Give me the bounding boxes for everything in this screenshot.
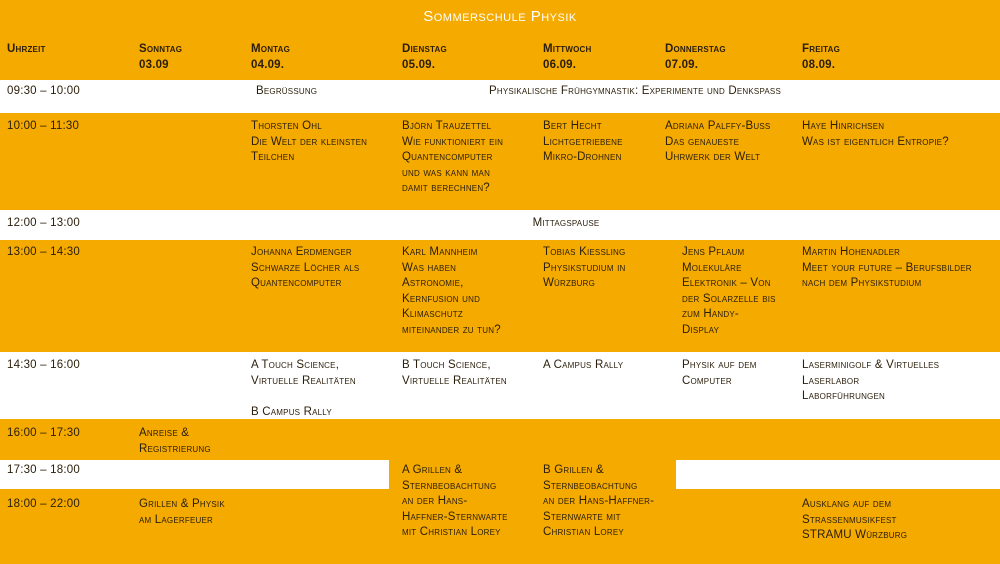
time-1200: 12:00 – 13:00 — [7, 217, 80, 229]
event-mo-1430: A Touch Science, Virtuelle Realitäten B Campus Rally — [251, 359, 356, 418]
header-day-donnerstag: Donnerstag 07.09. — [665, 43, 726, 71]
time-1730: 17:30 – 18:00 — [7, 464, 80, 476]
event-mi-1300: Tobias Kiessling Physikstudium in Würzburg — [543, 246, 626, 289]
event-di-1430: B Touch Science, Virtuelle Realitäten — [402, 359, 507, 387]
event-fr-1000: Haye Hinrichsen Was ist eigentlich Entropie? — [802, 120, 949, 148]
time-0930: 09:30 – 10:00 — [7, 85, 80, 97]
header-day-montag: Montag 04.09. — [251, 43, 291, 71]
row-1730-gap-right — [676, 460, 1000, 489]
event-do-1000: Adriana Palffy-Buss Das genaueste Uhrwerk der Welt — [665, 120, 771, 163]
event-mittagspause: Mittagspause — [532, 217, 600, 229]
event-di-1000: Björn Trauzettel Wie funktioniert ein Quantencomputer und was kann man damit berechnen? — [402, 120, 504, 194]
header-day-freitag: Freitag 08.09. — [802, 43, 841, 71]
header-day-dienstag: Dienstag 05.09. — [402, 43, 447, 71]
time-1800: 18:00 – 22:00 — [7, 498, 80, 510]
schedule-title: Sommerschule Physik — [423, 8, 577, 25]
event-di-1300: Karl Mannheim Was haben Astronomie, Kernfusion und Klimaschutz miteinander zu tun? — [402, 246, 501, 336]
event-so-1600: Anreise & Registrierung — [139, 427, 211, 455]
time-1300: 13:00 – 14:30 — [7, 246, 80, 258]
event-begruessung: Begrüssung — [256, 85, 318, 97]
event-fr-1300: Martin Hohenadler Meet your future – Berufsbilder nach dem Physikstudium — [802, 246, 972, 289]
event-do-1300: Jens Pflaum Molekuläre Elektronik – Von der Solarzelle bis zum Handy- Display — [682, 246, 776, 336]
event-so-1800: Grillen & Physik am Lagerfeuer — [139, 498, 225, 526]
event-mi-1000: Bert Hecht Lichtgetriebene Mikro-Drohnen — [543, 120, 623, 163]
event-fruehgymnastik: Physikalische Frühgymnastik: Experimente und Denkspass — [488, 85, 781, 97]
time-1000: 10:00 – 11:30 — [7, 120, 80, 132]
header-day-sonntag: Sonntag 03.09 — [139, 43, 183, 71]
event-di-1730: A Grillen & Sternbeobachtung an der Hans- Haffner-Sternwarte mit Christian Lorey — [402, 464, 508, 538]
event-fr-1800: Ausklang auf dem Strassenmusikfest STRAMU Würzburg — [802, 498, 908, 541]
event-mi-1430: A Campus Rally — [543, 359, 624, 371]
time-1600: 16:00 – 17:30 — [7, 427, 80, 439]
header-time: Uhrzeit — [7, 43, 46, 55]
event-fr-1430: Laserminigolf & Virtuelles Laserlabor Laborführungen — [802, 359, 940, 402]
event-mi-1730: B Grillen & Sternbeobachtung an der Hans-Haffner- Sternwarte mit Christian Lorey — [543, 464, 655, 538]
header-day-mittwoch: Mittwoch 06.09. — [543, 43, 592, 71]
event-mo-1000: Thorsten Ohl Die Welt der kleinsten Teilchen — [251, 120, 368, 163]
event-mo-1300: Johanna Erdmenger Schwarze Löcher als Quantencomputer — [251, 246, 360, 289]
event-do-1430: Physik auf dem Computer — [682, 359, 757, 387]
time-1430: 14:30 – 16:00 — [7, 359, 80, 371]
